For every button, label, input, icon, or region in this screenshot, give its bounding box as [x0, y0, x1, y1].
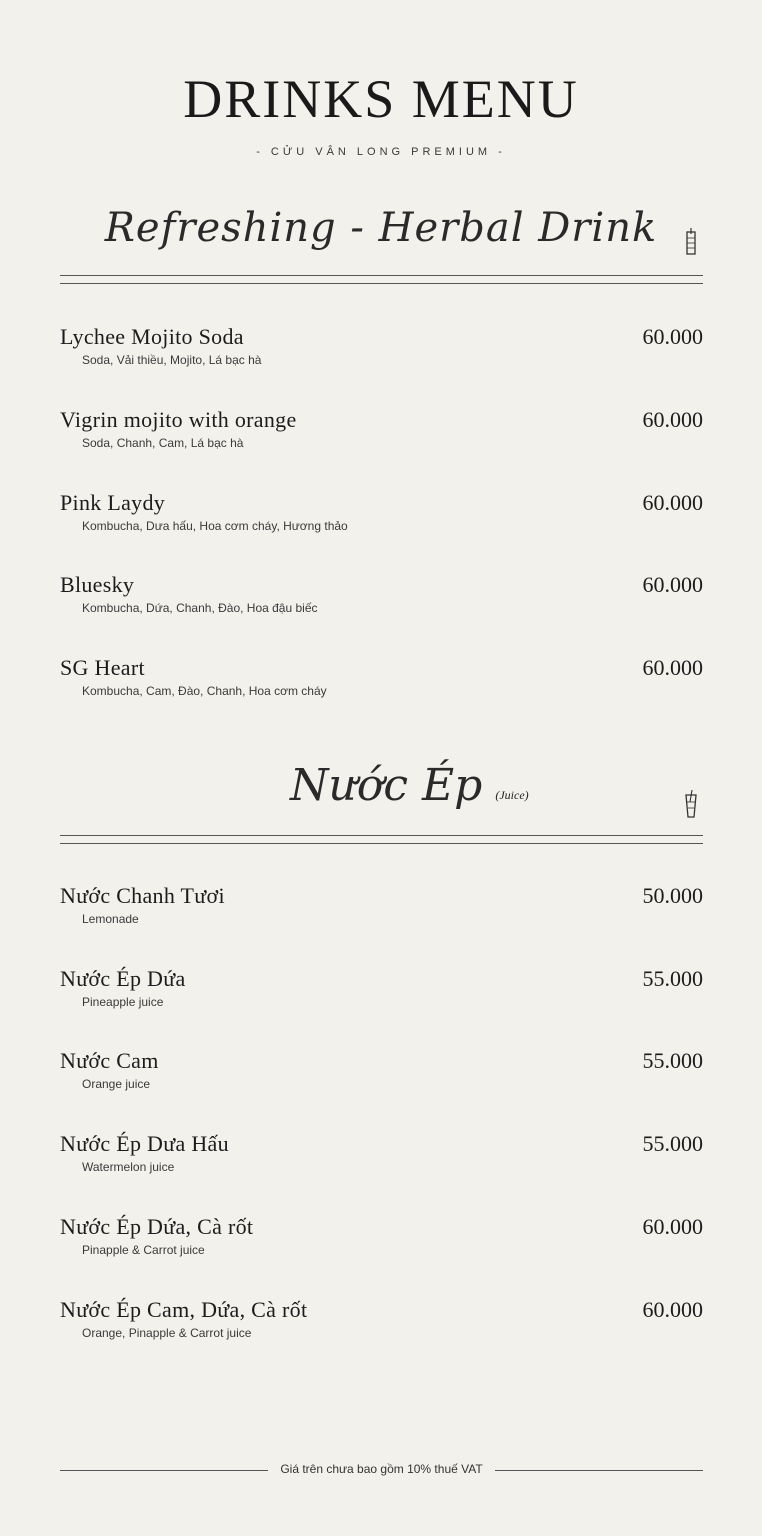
- item-description: Soda, Vải thiều, Mojito, Lá bạc hà: [82, 353, 262, 367]
- section-title-text: Nước Ép: [290, 760, 483, 811]
- menu-item: [60, 966, 703, 1026]
- item-price: 55.000: [642, 1131, 703, 1156]
- item-description: Kombucha, Dứa, Chanh, Đào, Hoa đậu biếc: [82, 601, 318, 615]
- menu-item: [60, 1297, 703, 1357]
- section-subtitle: (Juice): [495, 788, 529, 802]
- section-title-refreshing: Refreshing - Herbal Drink: [104, 205, 658, 251]
- menu-item: [60, 490, 703, 550]
- item-name: Nước Ép Dưa Hấu: [60, 1131, 229, 1156]
- item-price: 55.000: [642, 966, 703, 991]
- menu-item: [60, 572, 703, 632]
- item-description: Watermelon juice: [82, 1160, 175, 1174]
- item-name: Nước Chanh Tươi: [60, 883, 225, 908]
- item-name: Nước Cam: [60, 1048, 159, 1073]
- menu-item: [60, 1048, 703, 1108]
- item-price: 60.000: [642, 490, 703, 515]
- item-price: 60.000: [642, 655, 703, 680]
- item-price: 60.000: [642, 324, 703, 349]
- item-name: Nước Ép Dứa, Cà rốt: [60, 1214, 254, 1239]
- page-subtitle: - CỬU VÂN LONG PREMIUM -: [256, 146, 506, 158]
- item-name: Nước Ép Cam, Dứa, Cà rốt: [60, 1297, 308, 1322]
- item-name: Nước Ép Dứa: [60, 966, 186, 991]
- item-price: 55.000: [642, 1048, 703, 1073]
- item-name: Pink Laydy: [60, 490, 166, 515]
- menu-item: [60, 324, 703, 384]
- item-description: Kombucha, Dưa hấu, Hoa cơm cháy, Hương thảo: [82, 519, 348, 533]
- item-name: SG Heart: [60, 655, 145, 680]
- menu-item: [60, 1214, 703, 1274]
- section-divider: [60, 835, 703, 844]
- section-divider: [60, 275, 703, 284]
- item-name: Bluesky: [60, 572, 135, 597]
- footer: [60, 1462, 703, 1478]
- page-title: DRINKS MENU: [183, 69, 579, 129]
- item-description: Orange juice: [82, 1077, 151, 1091]
- item-price: 60.000: [642, 1214, 703, 1239]
- item-description: Lemonade: [82, 912, 139, 926]
- cocktail-glass-icon: [684, 228, 698, 256]
- item-price: 60.000: [642, 1297, 703, 1322]
- item-description: Soda, Chanh, Cam, Lá bạc hà: [82, 436, 244, 450]
- item-price: 60.000: [642, 572, 703, 597]
- item-description: Orange, Pinapple & Carrot juice: [82, 1326, 252, 1340]
- item-description: Pineapple juice: [82, 995, 164, 1009]
- vat-note: Giá trên chưa bao gồm 10% thuế VAT: [268, 1462, 494, 1476]
- menu-item: [60, 655, 703, 715]
- item-description: Kombucha, Cam, Đào, Chanh, Hoa cơm cháy: [82, 684, 327, 698]
- menu-item: [60, 883, 703, 943]
- item-price: 60.000: [642, 407, 703, 432]
- item-description: Pinapple & Carrot juice: [82, 1243, 205, 1257]
- section-title-juice: [290, 760, 529, 811]
- juice-glass-icon: [684, 790, 698, 818]
- item-name: Lychee Mojito Soda: [60, 324, 244, 349]
- menu-item: [60, 407, 703, 467]
- item-price: 50.000: [642, 883, 703, 908]
- item-name: Vigrin mojito with orange: [60, 407, 297, 432]
- menu-item: [60, 1131, 703, 1191]
